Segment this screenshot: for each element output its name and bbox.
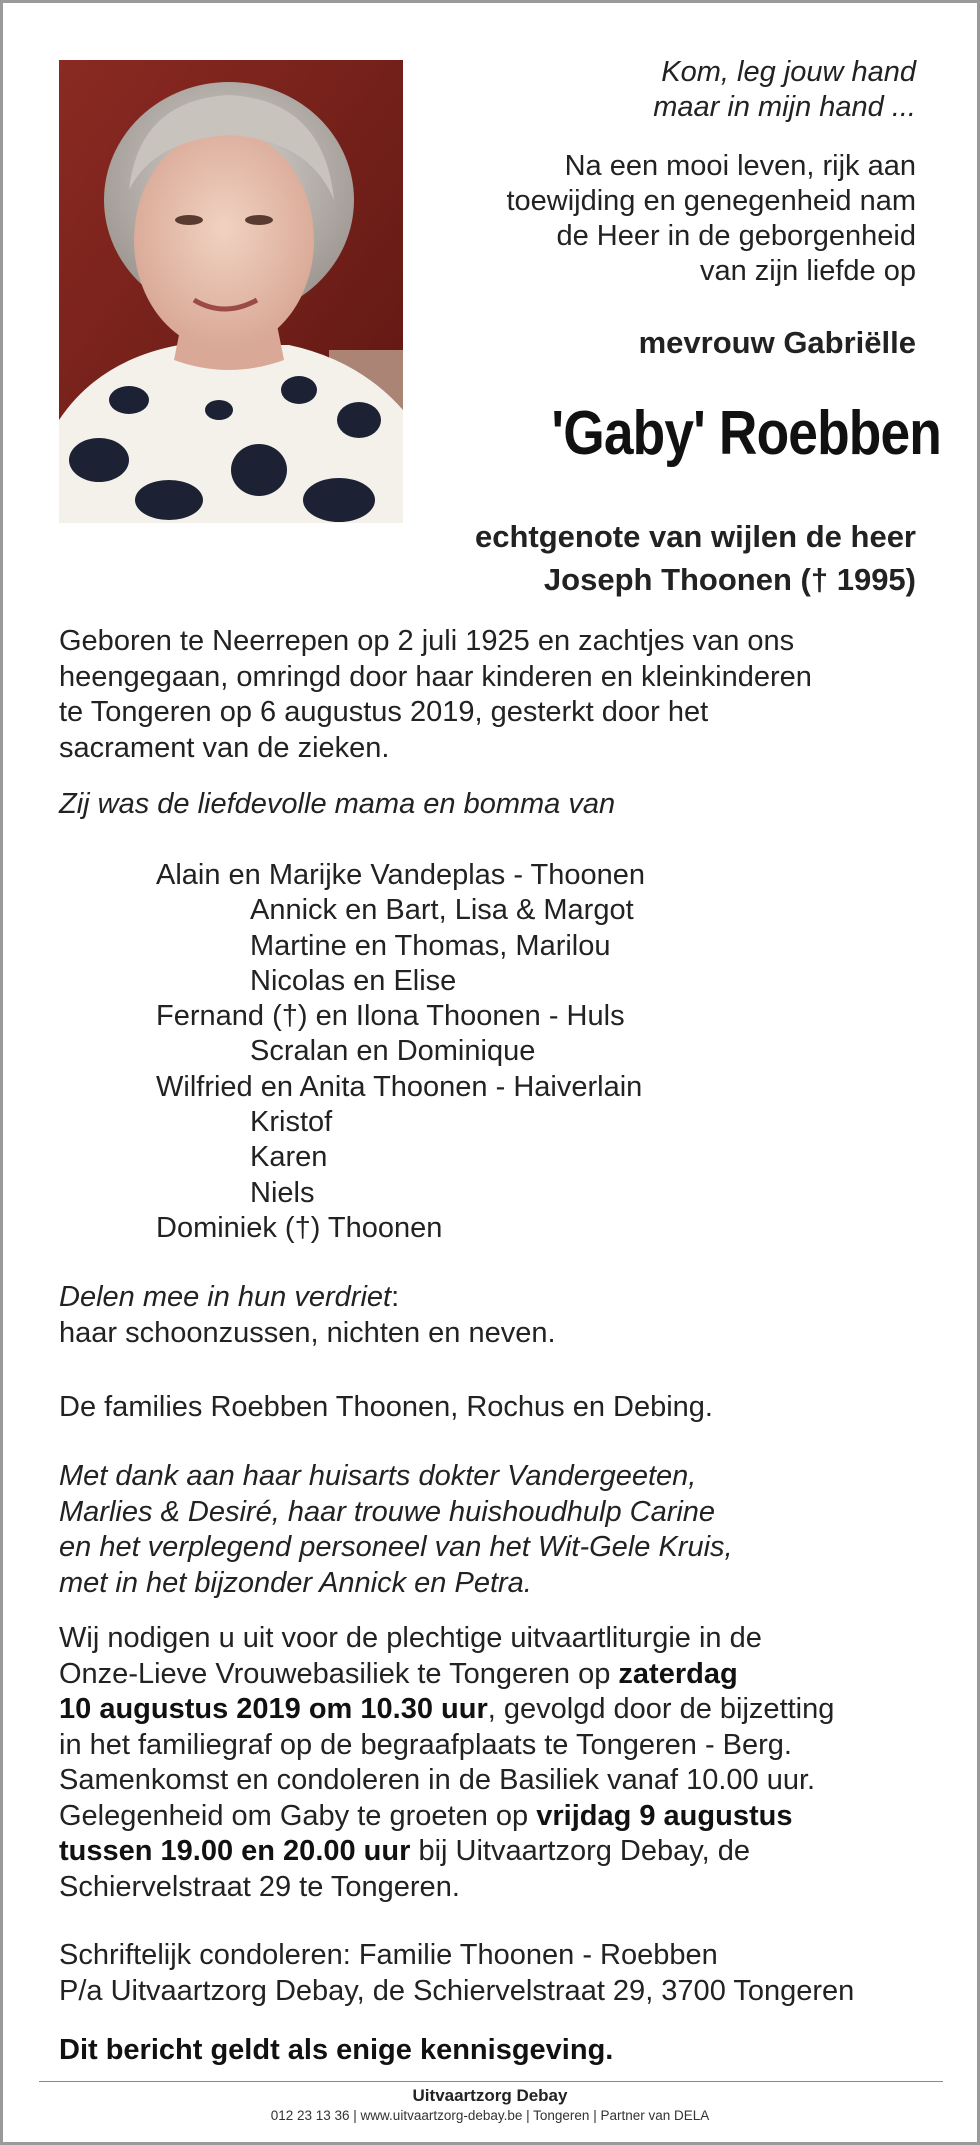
funeral-home-name: Uitvaartzorg Debay — [412, 2086, 568, 2105]
paragraph-line: te Tongeren op 6 augustus 2019, gesterkt door het — [59, 696, 709, 728]
funeral-day: zaterdag — [618, 1657, 738, 1690]
invite-line — [59, 1657, 929, 1693]
invite-line — [59, 1692, 929, 1728]
thanks-line: met in het bijzonder Annick en Petra. — [59, 1566, 532, 1599]
grandchildren-entry: Annick en Bart, Lisa & Margot — [250, 894, 634, 927]
deceased-first-name: mevrouw Gabriëlle — [638, 325, 916, 360]
mourners-colon: : — [391, 1281, 400, 1313]
intro-line: de Heer in de geborgenheid — [556, 220, 916, 252]
mourners-heading — [59, 1280, 929, 1316]
spouse-text: Joseph Thoonen († 1995) — [543, 562, 916, 597]
family-intro: Zij was de liefdevolle mama en bomma van — [59, 788, 616, 820]
children-entry: Alain en Marijke Vandeplas - Thoonen — [156, 859, 646, 891]
children-entry: Fernand (†) en Ilona Thoonen - Huls — [156, 1000, 625, 1033]
condolence-address — [59, 1938, 929, 2009]
paragraph-line: heengegaan, omringd door haar kinderen en kleinkinderen — [59, 660, 812, 693]
families-line: De families Roebben Thoonen, Rochus en Debing. — [59, 1391, 713, 1423]
quote-line: Kom, leg jouw hand — [661, 56, 916, 88]
visitation-day: vrijdag 9 augustus — [536, 1799, 793, 1832]
invite-text: , gevolgd door de bijzetting — [487, 1693, 835, 1725]
invite-line — [59, 1799, 929, 1835]
intro-text — [396, 149, 916, 289]
mourners-paragraph — [59, 1280, 929, 1351]
thanks-line: Marlies & Desiré, haar trouwe huishoudhulp Carine — [59, 1495, 716, 1528]
portrait-photo — [59, 60, 403, 523]
paragraph-line: Geboren te Neerrepen op 2 juli 1925 en zachtjes van ons — [59, 625, 795, 657]
invite-text: Gelegenheid om Gaby te groeten op — [59, 1799, 537, 1832]
paragraph-line: sacrament van de zieken. — [59, 731, 390, 764]
invite-text: bij Uitvaartzorg Debay, de — [410, 1835, 750, 1867]
spouse-line — [316, 515, 916, 601]
grandchildren-entry: Kristof — [250, 1106, 333, 1139]
thanks-line: en het verplegend personeel van het Wit-Gele Kruis, — [59, 1531, 733, 1563]
grandchildren-entry: Nicolas en Elise — [250, 964, 457, 997]
grandchildren-entry: Scralan en Dominique — [250, 1035, 536, 1068]
mourners-line: haar schoonzussen, nichten en neven. — [59, 1316, 556, 1349]
children-entry: Wilfried en Anita Thoonen - Haiverlain — [156, 1070, 643, 1103]
birth-death-paragraph — [59, 624, 929, 766]
thanks-paragraph — [59, 1459, 929, 1601]
condolence-line: Schriftelijk condoleren: Familie Thoonen - Roebben — [59, 1939, 718, 1971]
invite-line: Wij nodigen u uit voor de plechtige uitvaartliturgie in de — [59, 1622, 762, 1654]
invite-line: Samenkomst en condoleren in de Basiliek vanaf 10.00 uur. — [59, 1764, 816, 1796]
quote-line: maar in mijn hand ... — [653, 91, 916, 123]
intro-line: toewijding en genegenheid nam — [506, 185, 916, 217]
children-entry: Dominiek (†) Thoonen — [156, 1211, 443, 1244]
mourners-label: Delen mee in hun verdriet — [59, 1281, 392, 1313]
intro-line: van zijn liefde op — [699, 255, 916, 287]
notice-line: Dit bericht geldt als enige kennisgeving. — [59, 2034, 614, 2066]
grandchildren-entry: Martine en Thomas, Marilou — [250, 929, 611, 962]
footer-divider — [39, 2081, 943, 2082]
funeral-date-time: 10 augustus 2019 om 10.30 uur — [59, 1693, 488, 1725]
funeral-invitation — [59, 1621, 929, 1905]
invite-text: Onze-Lieve Vrouwebasiliek te Tongeren op — [59, 1657, 619, 1690]
visitation-time: tussen 19.00 en 20.00 uur — [59, 1835, 411, 1867]
invite-line — [59, 1834, 929, 1870]
condolence-line: P/a Uitvaartzorg Debay, de Schiervelstraat 29, 3700 Tongeren — [59, 1974, 855, 2007]
grandchildren-entry: Niels — [250, 1176, 315, 1209]
grandchildren-entry: Karen — [250, 1141, 328, 1174]
invite-line: in het familiegraf op de begraafplaats te Tongeren - Berg. — [59, 1728, 792, 1761]
thanks-line: Met dank aan haar huisarts dokter Vandergeeten, — [59, 1460, 697, 1492]
deceased-name: 'Gaby' Roebben — [551, 399, 941, 468]
invite-line: Schiervelstraat 29 te Tongeren. — [59, 1870, 460, 1903]
opening-quote — [396, 55, 916, 125]
spouse-text: echtgenote van wijlen de heer — [474, 519, 916, 554]
family-list — [156, 858, 856, 1246]
funeral-home-contact: 012 23 13 36 | www.uitvaartzorg-debay.be | Tongeren | Partner van DELA — [270, 2108, 710, 2123]
intro-line: Na een mooi leven, rijk aan — [564, 150, 916, 182]
